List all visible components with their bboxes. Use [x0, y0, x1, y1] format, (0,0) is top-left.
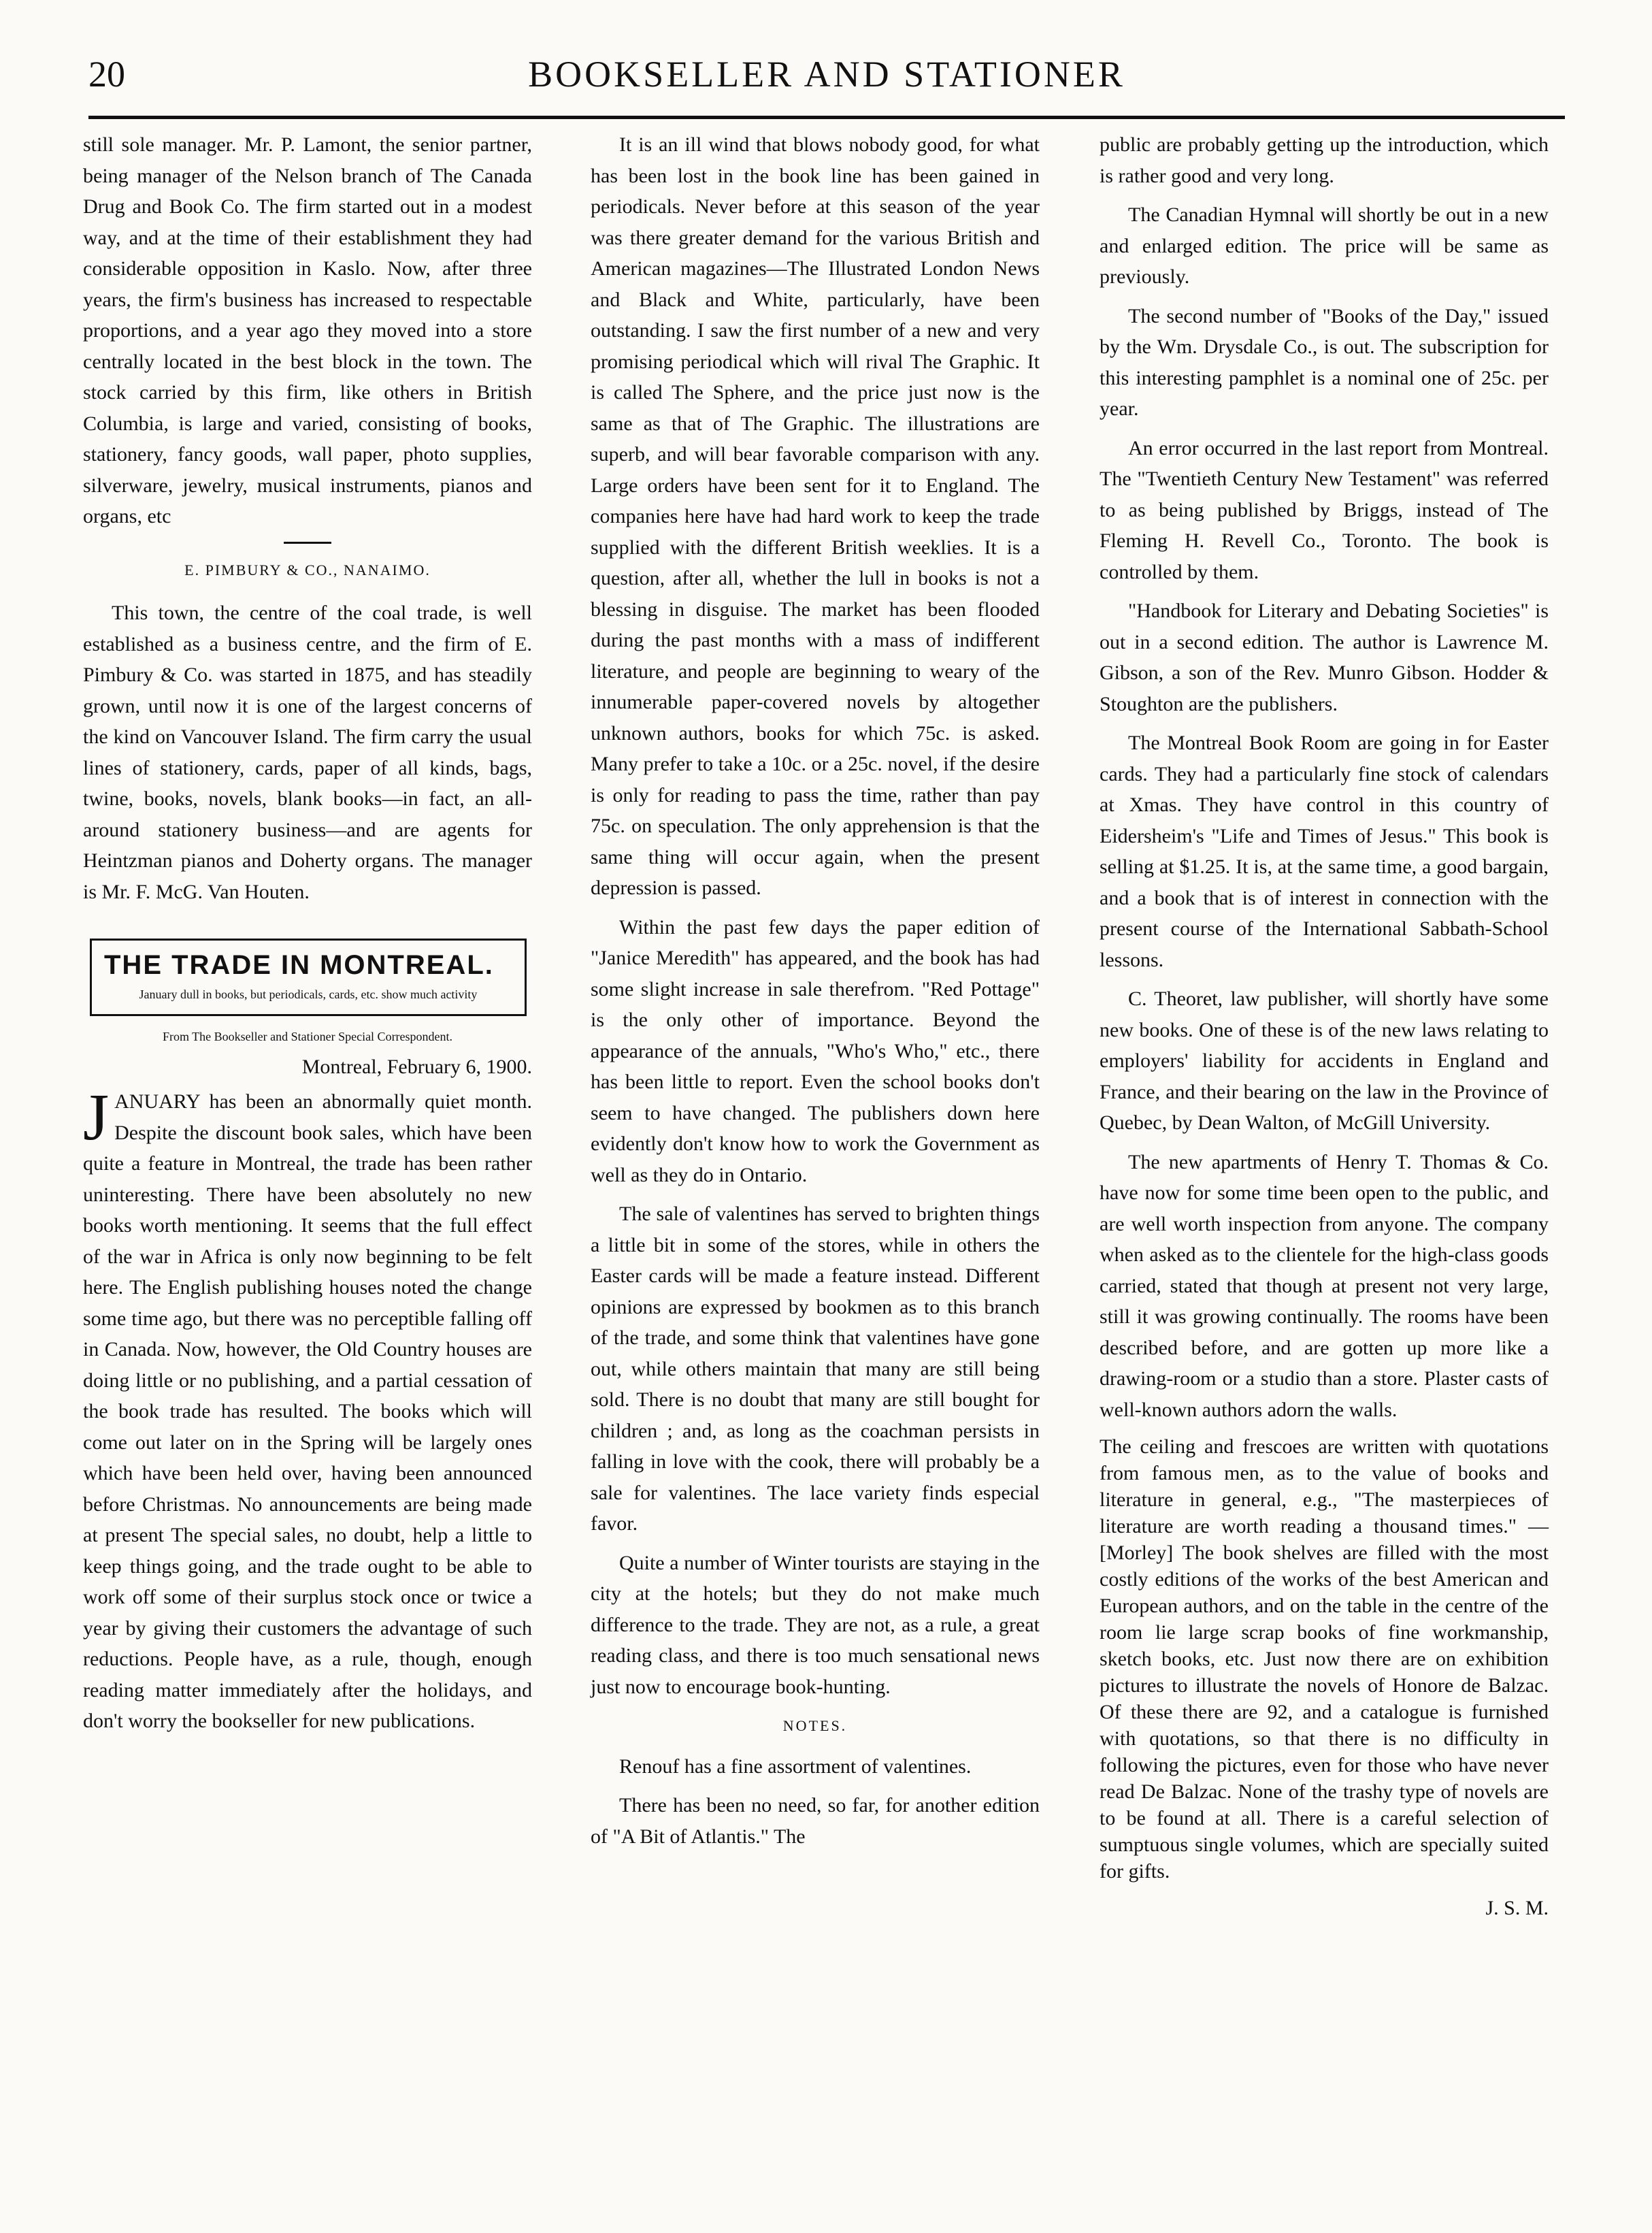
paragraph: Quite a number of Winter tourists are staying in the city at the hotels; but they do not make much difference to the trade. They are not, as a rule, a great reading class, and there is too much sensational news just now to encourage book-hunting.: [591, 1551, 1040, 1698]
paragraph: The sale of valentines has served to brighten things a little bit in some of the stores, while in others the Easter cards will be made a feature instead. Different opinions are expressed by bookmen as to this branch of the trade, and some think that valentines have gone out, while others maintain that many are still being sold. There is no doubt that many are still bought for children ; and, as long as the coachman persists in falling in love with the cook, there will probably be a sale for valentines. The lace variety finds especial favor.: [591, 1203, 1040, 1535]
paragraph: C. Theoret, law publisher, will shortly have some new books. One of these is of the new laws relating to employers' liability for accidents in England and France, and their bearing on the law in the Province of Quebec, by Dean Walton, of McGill University.: [1100, 988, 1549, 1134]
paragraph: Within the past few days the paper edition of "Janice Meredith" has appeared, and the book has had some slight increase in sale therefrom. "Red Pottage" is the only other of importance. Beyond the appearance of the annuals, "Who's Who," etc., there has been little to report. Even the school books don't seem to have changed. The publishers down here evidently don't know how to work the Government as well as they do in Ontario.: [591, 915, 1040, 1186]
paragraph: "Handbook for Literary and Debating Societies" is out in a second edition. The author is Lawrence M. Gibson, a son of the Rev. Munro Gibson. Hodder & Stoughton are the publishers.: [1100, 600, 1549, 715]
paragraph: An error occurred in the last report from Montreal. The "Twentieth Century New Testament" was referred to as being published by Briggs, instead of The Fleming H. Revell Co., Toronto. The book is controlled by them.: [1100, 436, 1549, 583]
section-subhead: E. PIMBURY & CO., NANAIMO.: [184, 561, 431, 578]
paragraph: The new apartments of Henry T. Thomas & Co. have now for some time been open to the public, and are well worth inspection from anyone. The company when asked as to the clientele for the high-class goods carried, stated that though at present not very large, still it was growing continually. The rooms have been described before, and are gotten up more like a drawing-room or a studio than a store. Plaster casts of well-known authors adorn the walls.: [1100, 1150, 1549, 1421]
author-signature: J. S. M.: [1485, 1897, 1549, 1919]
lead-paragraph: [83, 1081, 532, 1737]
paragraph: The Montreal Book Room are going in for Easter cards. They had a particularly fine stock of calendars at Xmas. They have control in this country of Eidersheim's "Life and Times of Jesus." This book is selling at $1.25. It is, at the same time, a good bargain, and a book that is of interest in connection with the present course of the International Sabbath-School lessons.: [1100, 732, 1549, 971]
paragraph: Renouf has a fine assortment of valentines.: [619, 1755, 972, 1778]
running-title: BOOKSELLER AND STATIONER: [528, 54, 1125, 95]
divider-rule: [284, 542, 331, 544]
paragraph: still sole manager. Mr. P. Lamont, the senior partner, being manager of the Nelson branch of The Canada Drug and Book Co. The firm started out in a modest way, and at the time of their establishment they had considerable opposition in Kaslo. Now, after three years, the firm's business has increased to respectable proportions, and a year ago they moved into a store centrally located in the best block in the town. The stock carried by this firm, like others in British Columbia, is large and varied, consisting of books, stationery, fancy goods, wall paper, photo supplies, silverware, jewelry, musical instruments, pianos and organs, etc: [83, 133, 532, 527]
article-title-box: [90, 939, 527, 1016]
article-subtitle: January dull in books, but periodicals, cards, etc. show much activity: [139, 987, 478, 1001]
paragraph: The second number of "Books of the Day," issued by the Wm. Drysdale Co., is out. The subscription for this interesting pamphlet is a nominal one of 25c. per year.: [1100, 304, 1549, 420]
article-title: THE TRADE IN MONTREAL.: [104, 950, 494, 980]
notes-heading: NOTES.: [782, 1717, 848, 1734]
column-3: [1100, 129, 1549, 1924]
paragraph: public are probably getting up the introduction, which is rather good and very long.: [1100, 133, 1549, 187]
paragraph: This town, the centre of the coal trade, is well established as a business centre, and the firm of E. Pimbury & Co. was started in 1875, and has steadily grown, until now it is one of the largest concerns of the kind on Vancouver Island. The firm carry the usual lines of stationery, cards, paper of all kinds, bags, twine, books, novels, blank books—in fact, an all-around stationery business—and are agents for Heintzman pianos and Doherty organs. The manager is Mr. F. McG. Van Houten.: [83, 602, 532, 903]
paragraph: The ceiling and frescoes are written with quotations from famous men, as to the value of books and literature in general, e.g., "The masterpieces of literature are worth reading a thousand times." — [Morley] The book shelves are filled with the most costly editions of the works of the best American and European authors, and on the table in the centre of the room lie large scrap books of fine workmanship, sketch books, etc. Just now there are on exhibition pictures to illustrate the novels of Honore de Balzac. Of these there are 92, and a catalogue is furnished with quotations, so that there is no difficulty in following the pictures, even for those who have never read De Balzac. None of the trashy type of novels are to be found at all. There is a careful selection of sumptuous single volumes, which are specially suited for gifts.: [1100, 1435, 1549, 1882]
drop-cap: J: [83, 1081, 110, 1154]
page-header: [88, 53, 1565, 114]
correspondent-credit: From The Bookseller and Stationer Special Correspondent.: [162, 1029, 453, 1043]
paragraph: It is an ill wind that blows nobody good, for what has been lost in the book line has been gained in periodicals. Never before at this season of the year was there greater demand for the various British and American magazines—The Illustrated London News and Black and White, particularly, have been outstanding. I saw the first number of a new and very promising periodical which will rival The Graphic. It is called The Sphere, and the price just now is the same as that of The Graphic. The illustrations are superb, and will bear favorable comparison with any. Large orders have been sent for it to England. The companies here have had hard work to keep the trade supplied with the different British weeklies. It is a question, after all, whether the lull in books is not a blessing in disguise. The market has been flooded during the past months with a mass of indifferent literature, and people are beginning to weary of the innumerable paper-covered novels by altogether unknown authors, books for which 75c. is asked. Many prefer to take a 10c. or a 25c. novel, if the desire is only for reading to pass the time, rather than pay 75c. on speculation. The only apprehension is that the same thing will occur again, when the present depression is passed.: [591, 133, 1040, 899]
column-2: [591, 129, 1040, 1860]
paragraph: There has been no need, so far, for another edition of "A Bit of Atlantis." The: [591, 1794, 1040, 1848]
column-1: [83, 129, 532, 1745]
header-rule: [88, 116, 1565, 119]
dateline: Montreal, February 6, 1900.: [301, 1055, 532, 1078]
page-number: 20: [88, 54, 125, 95]
lead-paragraph-text: ANUARY has been an abnormally quiet month. Despite the discount book sales, which have been quite a feature in Montreal, the trade has been rather uninteresting. There have been absolutely no new books worth mentioning. It seems that the full effect of the war in Africa is only now beginning to be felt here. The English publishing houses noted the change some time ago, but there was no perceptible falling off in Canada. Now, however, the Old Country houses are doing little or no publishing, and a partial cessation of the book trade has resulted. The books which will come out later on in the Spring will be largely ones which have been held over, having been announced before Christmas. No announcements are being made at present The special sales, no doubt, help a little to keep things going, and the trade ought to be able to work off some of their surplus stock once or twice a year by giving their customers the advantage of such reductions. People have, as a rule, though, enough reading matter immediately after the holidays, and don't worry the bookseller for new publications.: [83, 1090, 532, 1732]
paragraph: The Canadian Hymnal will shortly be out in a new and enlarged edition. The price will be same as previously.: [1100, 203, 1549, 288]
